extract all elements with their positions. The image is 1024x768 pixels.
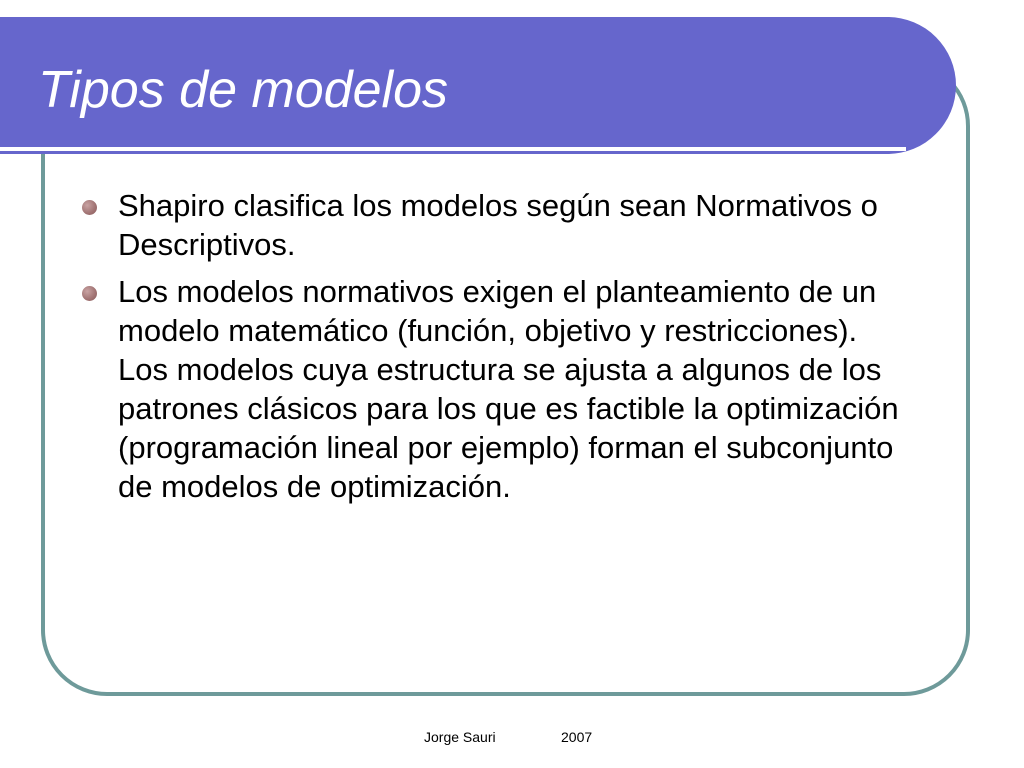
title-bar (0, 17, 956, 154)
bullet-item (82, 186, 912, 264)
bullet-item (82, 272, 912, 506)
bullet-dot-icon (82, 200, 97, 215)
slide-title: Tipos de modelos (38, 61, 448, 119)
bullet-text: Shapiro clasifica los modelos según sean Normativos o Descriptivos. (118, 188, 878, 262)
footer-author: Jorge Sauri (424, 729, 496, 745)
bullet-dot-icon (82, 286, 97, 301)
footer-year: 2007 (561, 729, 593, 745)
title-underline (0, 147, 906, 151)
bullet-text: Los modelos normativos exigen el planteamiento de un modelo matemático (función, objetivo y restricciones). Los modelos cuya estructura se ajusta a algunos de los patrones clásicos para los que es factible la optimización (programación lineal por ejemplo) forman el subconjunto de modelos de optimización. (118, 274, 899, 504)
bullet-list (82, 186, 912, 514)
